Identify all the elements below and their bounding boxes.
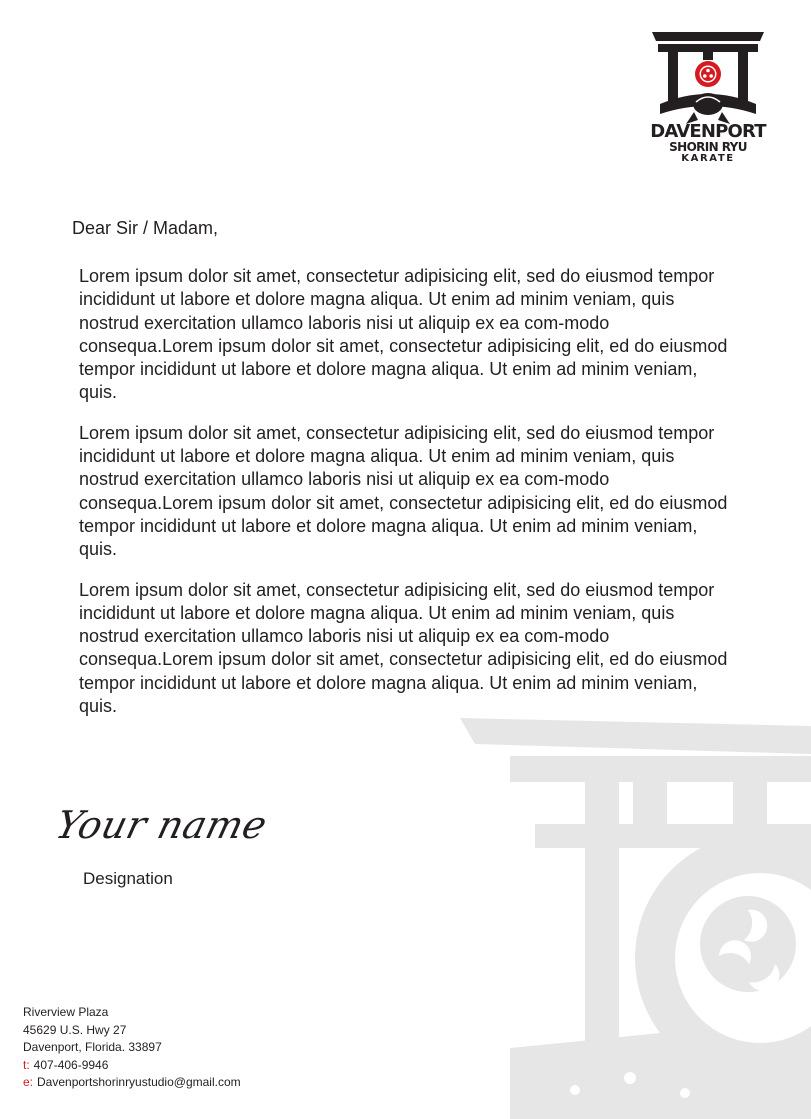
- phone-row: [23, 1057, 241, 1075]
- signature-name: Your name: [51, 803, 272, 847]
- phone-number[interactable]: 407-406-9946: [33, 1057, 109, 1072]
- phone-label: t:: [23, 1057, 30, 1072]
- brand-subtitle: SHORIN RYU: [669, 140, 747, 154]
- body-paragraph: Lorem ipsum dolor sit amet, consectetur adipisicing elit, sed do eiusmod tempor incididunt ut labore et dolore magna aliqua. Ut enim ad minim veniam, quis nostrud exercitation ullamco laboris nisi ut aliquip ex ea com-modo consequa.Lorem ipsum dolor sit amet, consectetur adipisicing elit, ed do eiusmod tempor incididunt ut labore et dolore magna aliqua. Ut enim ad minim veniam, quis.: [79, 422, 728, 560]
- email-address[interactable]: Davenportshorinryustudio@gmail.com: [37, 1075, 241, 1089]
- footer-contact: [23, 1004, 241, 1092]
- salutation: Dear Sir / Madam,: [72, 218, 219, 238]
- body-paragraph: Lorem ipsum dolor sit amet, consectetur adipisicing elit, sed do eiusmod tempor incididunt ut labore et dolore magna aliqua. Ut enim ad minim veniam, quis nostrud exercitation ullamco laboris nisi ut aliquip ex ea com-modo consequa.Lorem ipsum dolor sit amet, consectetur adipisicing elit, ed do eiusmod tempor incididunt ut labore et dolore magna aliqua. Ut enim ad minim veniam, quis.: [79, 266, 728, 403]
- email-row: [23, 1074, 241, 1092]
- brand-name: DAVENPORT: [650, 121, 766, 142]
- address-line: Riverview Plaza: [23, 1005, 109, 1019]
- email-label: e:: [23, 1075, 34, 1089]
- brand-subtitle-karate: KARATE: [681, 153, 735, 164]
- brand-logo: [646, 28, 770, 170]
- designation: Designation: [83, 869, 173, 888]
- address-line: Davenport, Florida. 33897: [23, 1040, 162, 1054]
- letter-body: [79, 265, 729, 735]
- torii-watermark-icon: [455, 718, 811, 1119]
- address-line: 45629 U.S. Hwy 27: [23, 1022, 127, 1037]
- body-paragraph: Lorem ipsum dolor sit amet, consectetur adipisicing elit, sed do eiusmod tempor incididunt ut labore et dolore magna aliqua. Ut enim ad minim veniam, quis nostrud exercitation ullamco laboris nisi ut aliquip ex ea com-modo consequa.Lorem ipsum dolor sit amet, consectetur adipisicing elit, ed do eiusmod tempor incididunt ut labore et dolore magna aliqua. Ut enim ad minim veniam, quis.: [79, 579, 728, 717]
- torii-gate-icon: [646, 28, 770, 124]
